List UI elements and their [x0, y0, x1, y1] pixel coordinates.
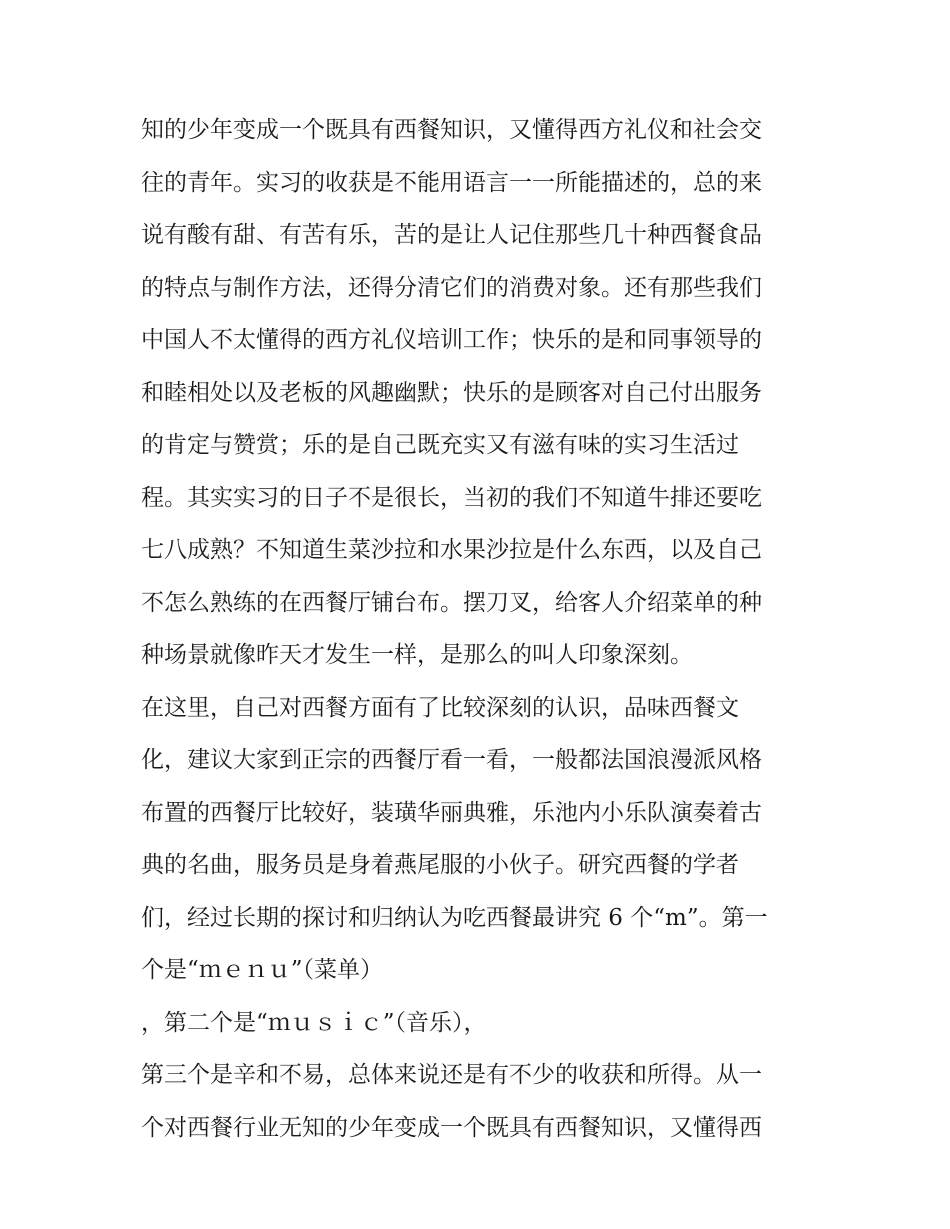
text-line: 不怎么熟练的在西餐厅铺台布。摆刀叉，给客人介绍菜单的种	[141, 589, 762, 616]
text-line: 第三个是辛和不易，总体来说还是有不少的收获和所得。从一	[141, 1062, 762, 1088]
text-line: 布置的西餐厅比较好，装璜华丽典雅，乐池内小乐队演奏着古	[141, 799, 762, 826]
text-line: 化，建议大家到正宗的西餐厅看一看，一般都法国浪漫派风格	[141, 747, 762, 773]
text-line: 知的少年变成一个既具有西餐知识，又懂得西方礼仪和社会交	[141, 117, 762, 143]
text-line: 程。其实实习的日子不是很长，当初的我们不知道牛排还要吃	[141, 484, 762, 511]
text-line: 的肯定与赞赏；乐的是自己既充实又有滋有味的实习生活过	[141, 432, 739, 458]
text-line: 往的青年。实习的收获是不能用语言一一所能描述的，总的来	[141, 169, 762, 196]
text-line: 七八成熟？不知道生菜沙拉和水果沙拉是什么东西，以及自己	[141, 537, 762, 563]
text-line: 个是“ｍｅｎｕ”（菜单）	[141, 957, 384, 983]
body-text	[141, 104, 821, 1154]
text-line: 的特点与制作方法，还得分清它们的消费对象。还有那些我们	[141, 274, 762, 301]
text-line: 典的名曲，服务员是身着燕尾服的小伙子。研究西餐的学者	[141, 852, 739, 878]
text-line: 们，经过长期的探讨和归纳认为吃西餐最讲究 6 个“m”。第一	[141, 904, 768, 931]
text-line: ，第二个是“ｍｕｓｉｃ”（音乐），	[141, 1009, 487, 1036]
text-line: 种场景就像昨天才发生一样，是那么的叫人印象深刻。	[141, 642, 693, 668]
text-line: 在这里，自己对西餐方面有了比较深刻的认识，品味西餐文	[141, 694, 739, 721]
text-line: 中国人不太懂得的西方礼仪培训工作；快乐的是和同事领导的	[141, 327, 762, 353]
text-line: 个对西餐行业无知的少年变成一个既具有西餐知识，又懂得西	[141, 1114, 762, 1141]
text-line: 和睦相处以及老板的风趣幽默；快乐的是顾客对自己付出服务	[141, 379, 762, 406]
text-line: 说有酸有甜、有苦有乐，苦的是让人记住那些几十种西餐食品	[141, 222, 762, 248]
